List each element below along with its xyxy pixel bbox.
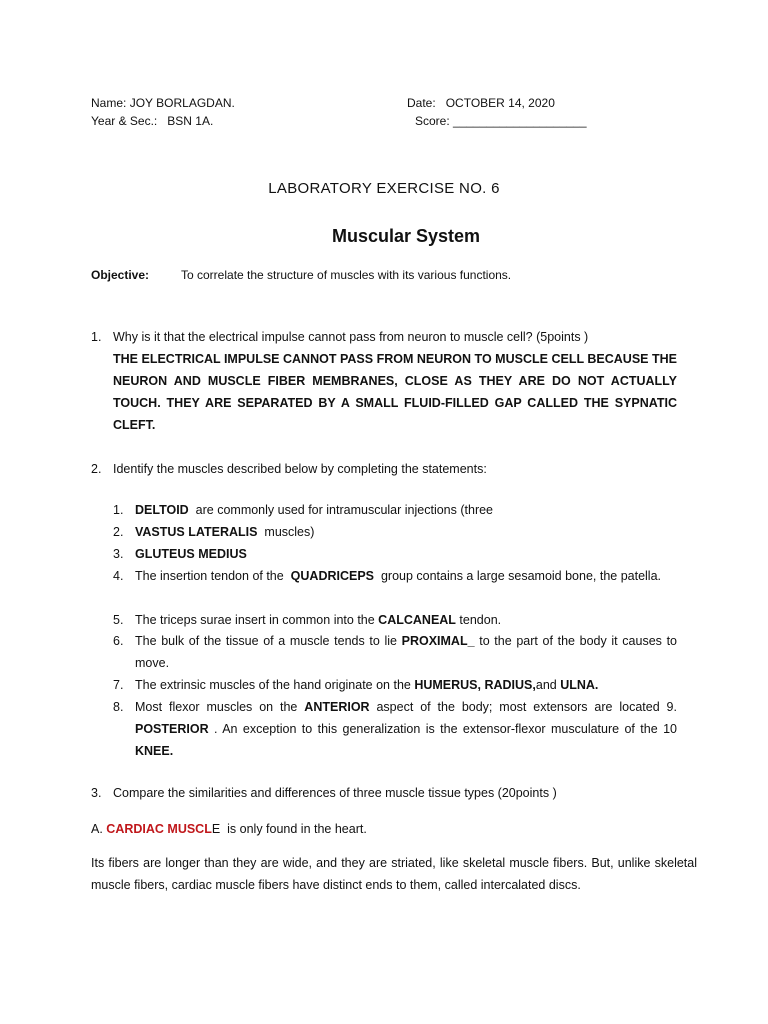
score-value: ____________________ [453, 114, 587, 128]
item-text [135, 543, 677, 565]
name-value: JOY BORLAGDAN. [129, 96, 235, 110]
item-number: 3. [113, 547, 124, 561]
score-label: Score: [415, 114, 450, 128]
page-title: Muscular System [331, 226, 481, 246]
question-number: 3. [91, 786, 102, 800]
section-a-term: CARDIAC MUSCL [106, 822, 212, 836]
item-number: 6. [113, 634, 124, 648]
date-label: Date: [407, 96, 436, 110]
section-a-prefix: A. [91, 822, 107, 836]
answer-term: ANTERIOR [304, 700, 370, 714]
item-rest: group contains a large sesamoid bone, the patella. [374, 569, 662, 583]
section-a-paragraph: Its fibers are longer than they are wide, and they are striated, like skeletal muscle fibers. But, unlike skeletal muscle fibers, cardiac muscle fibers have distinct ends to them, called intercalated discs. [91, 856, 697, 892]
score-line [415, 112, 587, 130]
item-rest: muscles) [257, 525, 315, 539]
item-text [135, 696, 681, 762]
answer-term: HUMERUS, RADIUS, [414, 678, 536, 692]
date-line [407, 94, 555, 112]
item-rest: and [535, 678, 561, 692]
item-pre: The triceps surae insert in common into the [135, 613, 379, 627]
item-number: 5. [113, 613, 124, 627]
year-section-line [91, 112, 213, 130]
item-pre: The extrinsic muscles of the hand originate on the [135, 678, 415, 692]
item-text [135, 609, 677, 631]
item-rest: are commonly used for intramuscular injections (three [188, 503, 494, 517]
answer-term: QUADRICEPS [290, 569, 375, 583]
question-number: 2. [91, 462, 102, 476]
question-1-answer: THE ELECTRICAL IMPULSE CANNOT PASS FROM NEURON TO MUSCLE CELL BECAUSE THE NEURON AND MUSCLE FIBER MEMBRANES, CLOSE AS THEY ARE DO NOT ACTUALLY TOUCH. THEY ARE SEPARATED BY A SMALL FLUID-FILLED GAP CALLED THE SYPNATIC CLEFT. [113, 352, 677, 432]
section-a-heading [91, 818, 697, 840]
item-rest: to the part of the body it causes to move. [135, 634, 681, 670]
item-text [135, 565, 677, 587]
answer-term: CALCANEAL [378, 613, 456, 627]
question-number: 1. [91, 330, 102, 344]
item-number: 7. [113, 678, 124, 692]
year-label: Year & Sec.: [91, 114, 158, 128]
item-pre: The insertion tendon of the [135, 569, 291, 583]
answer-term: POSTERIOR [135, 722, 209, 736]
item-text [135, 674, 677, 696]
answer-term: KNEE. [135, 744, 174, 758]
date-value: OCTOBER 14, 2020 [445, 96, 555, 110]
item-number: 4. [113, 569, 124, 583]
section-a-rest: is only found in the heart. [220, 822, 367, 836]
answer-term: DELTOID [135, 503, 189, 517]
item-number: 2. [113, 525, 124, 539]
year-value: BSN 1A. [167, 114, 214, 128]
item-pre: Most flexor muscles on the [135, 700, 305, 714]
question-text: Compare the similarities and differences of three muscle tissue types (20points ) [113, 786, 557, 800]
lab-exercise-title: LABORATORY EXERCISE NO. 6 [268, 180, 500, 197]
objective [91, 266, 511, 284]
item-pre: The bulk of the tissue of a muscle tends to lie [135, 634, 402, 648]
answer-term: ULNA. [560, 678, 599, 692]
answer-term: VASTUS LATERALIS [135, 525, 258, 539]
item-text [135, 521, 677, 543]
answer-term: GLUTEUS MEDIUS [135, 547, 247, 561]
objective-label: Objective: [91, 268, 150, 282]
objective-text: To correlate the structure of muscles with its various functions. [181, 268, 512, 282]
item-number: 1. [113, 503, 124, 517]
item-rest: aspect of the body; most extensors are located 9. [369, 700, 681, 714]
question-text: Why is it that the electrical impulse cannot pass from neuron to muscle cell? (5points ) [113, 330, 589, 344]
name-label: Name: [91, 96, 127, 110]
item-text [135, 499, 677, 521]
item-rest: tendon. [455, 613, 502, 627]
item-rest: . An exception to this generalization is the extensor-flexor musculature of the 10 [208, 722, 681, 736]
answer-term: PROXIMAL_ [401, 634, 475, 648]
item-number: 8. [113, 700, 124, 714]
section-a-term-end: E [211, 822, 221, 836]
question-text: Identify the muscles described below by completing the statements: [113, 462, 487, 476]
name-line [91, 94, 235, 112]
item-text [135, 630, 681, 674]
